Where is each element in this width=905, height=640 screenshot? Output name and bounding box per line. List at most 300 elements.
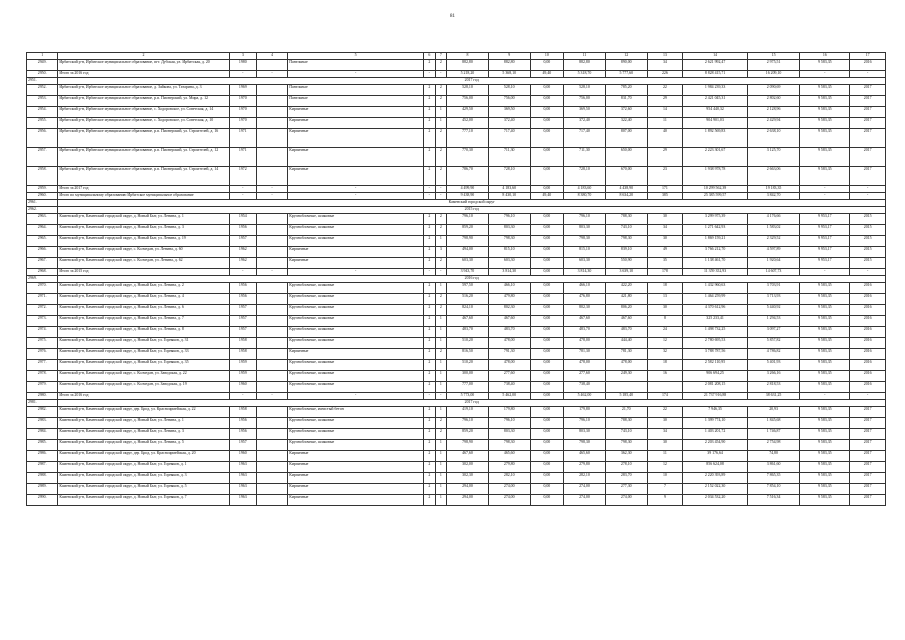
table-cell: 9 583,35 bbox=[800, 338, 850, 349]
table-cell: 30 bbox=[647, 305, 683, 316]
table-cell bbox=[256, 316, 287, 327]
table-cell: 38 631,25 bbox=[747, 393, 799, 400]
table-cell: 302,00 bbox=[447, 462, 489, 473]
table-cell: 9 953,17 bbox=[800, 258, 850, 269]
table-row bbox=[27, 60, 886, 71]
table-cell bbox=[256, 85, 287, 96]
table-cell: 3 861,60 bbox=[747, 462, 799, 473]
table-cell: 2016 bbox=[850, 305, 886, 316]
table-cell: 3 788 787,56 bbox=[683, 349, 748, 360]
table-cell: - bbox=[800, 269, 850, 276]
table-cell: Ирбитский р-н, Ирбитское муниципальное образование, с. Ходоровское, ул. Советская, д. 10 bbox=[58, 118, 229, 129]
table-cell: 1 bbox=[435, 338, 446, 349]
table-cell: 22 bbox=[647, 407, 683, 418]
table-cell: 2 818,53 bbox=[747, 382, 799, 393]
header-cell: 1 bbox=[27, 53, 58, 60]
table-cell: - bbox=[256, 393, 287, 400]
table-cell: 2987. bbox=[27, 462, 58, 473]
table-cell: - bbox=[800, 186, 850, 193]
table-cell: 5 462,00 bbox=[564, 393, 606, 400]
table-cell: 2 975,51 bbox=[747, 60, 799, 71]
table-cell: 1957 bbox=[229, 236, 256, 247]
table-cell: 1963 bbox=[229, 473, 256, 484]
table-cell: 890,00 bbox=[605, 60, 647, 71]
table-cell: 466,10 bbox=[488, 283, 530, 294]
table-cell: 597,50 bbox=[447, 283, 489, 294]
table-cell: 603,30 bbox=[447, 258, 489, 269]
table-cell: 9 583,35 bbox=[800, 96, 850, 107]
section-row bbox=[27, 200, 886, 207]
table-cell: 300,00 bbox=[447, 371, 489, 382]
section-title: Каменский городской округ bbox=[58, 200, 886, 207]
section-title: 2016 год bbox=[58, 276, 886, 283]
table-cell: 467,60 bbox=[564, 316, 606, 327]
table-cell: 49,40 bbox=[530, 193, 563, 200]
table-cell: 2953. bbox=[27, 96, 58, 107]
table-row bbox=[27, 316, 886, 327]
table-cell: - bbox=[229, 186, 256, 193]
section-row bbox=[27, 207, 886, 214]
table-cell: 2 bbox=[435, 129, 446, 148]
table-cell: Кирпичные bbox=[288, 247, 424, 258]
table-cell: 419,10 bbox=[447, 407, 489, 418]
table-row bbox=[27, 371, 886, 382]
table-cell: 1969 bbox=[229, 85, 256, 96]
table-cell: 1 bbox=[435, 107, 446, 118]
table-cell: 3 814,30 bbox=[564, 269, 606, 276]
table-cell bbox=[256, 118, 287, 129]
table-cell: Каменский р-н, Каменский городской округ, д. Новый Быт, ул. Горняков, д. 33 bbox=[58, 349, 229, 360]
table-cell: 2958. bbox=[27, 167, 58, 186]
table-cell: Каменский р-н, Каменский городской округ, д. Новый Быт, ул. Ленина, д. 1 bbox=[58, 418, 229, 429]
table-cell: 798,90 bbox=[447, 236, 489, 247]
table-cell: 2954. bbox=[27, 107, 58, 118]
table-cell: 174 bbox=[647, 393, 683, 400]
table-cell: Каменский р-н, Каменский городской округ, д. Новый Быт, ул. Ленина, д. 3 bbox=[58, 429, 229, 440]
table-row bbox=[27, 129, 886, 148]
table-cell: 49,40 bbox=[530, 71, 563, 78]
table-cell: - bbox=[229, 269, 256, 276]
table-cell: 483,70 bbox=[488, 327, 530, 338]
table-cell: 9 583,35 bbox=[800, 327, 850, 338]
table-cell: 1957 bbox=[229, 327, 256, 338]
table-cell bbox=[256, 495, 287, 506]
table-cell: 2960. bbox=[27, 193, 58, 200]
table-cell bbox=[256, 258, 287, 269]
table-cell: 2017 bbox=[850, 85, 886, 96]
table-row bbox=[27, 85, 886, 96]
table-cell: 1971 bbox=[229, 129, 256, 148]
table-cell bbox=[256, 349, 287, 360]
table-cell: 34 bbox=[647, 429, 683, 440]
table-cell: Кирпичные bbox=[288, 148, 424, 167]
table-cell bbox=[256, 148, 287, 167]
header-cell: 16 bbox=[800, 53, 850, 60]
table-cell: 2973. bbox=[27, 316, 58, 327]
table-cell bbox=[256, 129, 287, 148]
table-cell: 2959. bbox=[27, 186, 58, 193]
table-cell: 372,40 bbox=[564, 118, 606, 129]
table-cell: 2 bbox=[435, 258, 446, 269]
table-cell: 1970 bbox=[229, 118, 256, 129]
table-cell: 796,10 bbox=[488, 418, 530, 429]
table-cell: 2 bbox=[424, 462, 435, 473]
table-cell: 2 bbox=[435, 148, 446, 167]
table-cell: Кирпичные bbox=[288, 473, 424, 484]
table-row bbox=[27, 167, 886, 186]
table-cell: 781,30 bbox=[564, 349, 606, 360]
table-cell: 40 bbox=[647, 129, 683, 148]
table-cell: 0,00 bbox=[530, 462, 563, 473]
table-cell bbox=[256, 462, 287, 473]
table-cell: 8 bbox=[647, 316, 683, 327]
section-row bbox=[27, 78, 886, 85]
table-cell: 1959 bbox=[229, 371, 256, 382]
table-cell: 362,30 bbox=[605, 451, 647, 462]
table-cell: 1 845,68 bbox=[747, 418, 799, 429]
table-cell: 2 663,06 bbox=[747, 167, 799, 186]
table-cell: - bbox=[229, 193, 256, 200]
table-cell: 467,60 bbox=[447, 451, 489, 462]
table-cell: 3 097,27 bbox=[747, 327, 799, 338]
table-cell: 2967. bbox=[27, 258, 58, 269]
table-cell: 859,20 bbox=[447, 429, 489, 440]
table-cell: 8 828 415,71 bbox=[683, 71, 748, 78]
table-cell: 803,30 bbox=[488, 429, 530, 440]
table-cell: - bbox=[256, 269, 287, 276]
table-cell: 2015 bbox=[850, 214, 886, 225]
table-cell: - bbox=[435, 269, 446, 276]
table-cell: 1963 bbox=[229, 495, 256, 506]
table-cell: 1 bbox=[435, 236, 446, 247]
table-cell: Крупноблочные, шлаковые bbox=[288, 418, 424, 429]
table-cell bbox=[256, 236, 287, 247]
table-row bbox=[27, 305, 886, 316]
table-cell: 2971. bbox=[27, 294, 58, 305]
table-cell: 0,00 bbox=[530, 225, 563, 236]
table-cell: Крупноблочные, шлаковые bbox=[288, 236, 424, 247]
table-cell: 528,10 bbox=[564, 85, 606, 96]
table-cell: 1963 bbox=[229, 484, 256, 495]
table-cell: Крупноблочные, шлаковые bbox=[288, 338, 424, 349]
table-cell: 0,00 bbox=[530, 327, 563, 338]
table-cell: 1 498 732,25 bbox=[683, 327, 748, 338]
table-cell: 2015 bbox=[850, 236, 886, 247]
table-cell: 2989. bbox=[27, 484, 58, 495]
table-cell: 1970 bbox=[229, 107, 256, 118]
table-cell: Каменский р-н, Каменский городской округ, д. Новый Быт, ул. Ленина, д. 19 bbox=[58, 236, 229, 247]
table-cell: 831,70 bbox=[605, 96, 647, 107]
table-cell: 2 bbox=[424, 305, 435, 316]
table-cell: 0,00 bbox=[530, 258, 563, 269]
table-cell: 510,20 bbox=[447, 338, 489, 349]
table-cell: 5 773,00 bbox=[447, 393, 489, 400]
table-cell: 954 440,32 bbox=[683, 107, 748, 118]
table-cell: 4 786,82 bbox=[747, 349, 799, 360]
table-cell: 781,30 bbox=[605, 349, 647, 360]
row-number: 2969. bbox=[27, 276, 58, 283]
table-cell: 34 bbox=[647, 225, 683, 236]
table-cell: 0,00 bbox=[530, 283, 563, 294]
table-cell: 9 583,35 bbox=[800, 305, 850, 316]
table-cell: 0,00 bbox=[530, 107, 563, 118]
table-cell: - bbox=[800, 193, 850, 200]
table-cell: 9 583,35 bbox=[800, 473, 850, 484]
table-cell: 2974. bbox=[27, 327, 58, 338]
table-cell: 2 bbox=[424, 236, 435, 247]
table-cell: 16 bbox=[647, 371, 683, 382]
table-cell: 2017 bbox=[850, 129, 886, 148]
table-cell: Крупноблочные, шлаковые bbox=[288, 382, 424, 393]
table-cell: 2 bbox=[424, 371, 435, 382]
table-cell: 7 516,34 bbox=[747, 495, 799, 506]
table-cell: 0,00 bbox=[530, 269, 563, 276]
table-cell: 802,30 bbox=[488, 305, 530, 316]
table-cell: 2 bbox=[435, 60, 446, 71]
table-cell: 7 bbox=[647, 484, 683, 495]
table-cell bbox=[256, 360, 287, 371]
table-cell: 18 bbox=[647, 360, 683, 371]
table-cell: Кирпичные bbox=[288, 167, 424, 186]
table-cell: 0,00 bbox=[530, 338, 563, 349]
table-cell: 2956. bbox=[27, 129, 58, 148]
table-cell: 3 766 212,70 bbox=[683, 247, 748, 258]
table-cell: - bbox=[424, 269, 435, 276]
table-cell: 29 bbox=[647, 148, 683, 167]
table-cell: 34 bbox=[647, 60, 683, 71]
header-cell: 7 bbox=[435, 53, 446, 60]
table-cell: 2 bbox=[435, 294, 446, 305]
table-cell: 5 218,20 bbox=[447, 71, 489, 78]
table-cell: Каменский р-н, Каменский городской округ, д. Новый Быт, ул. Ленина, д. 8 bbox=[58, 327, 229, 338]
table-cell: Каменский р-н, Каменский городской округ, дер. Брод, ул. Красноармейская, д. 22 bbox=[58, 407, 229, 418]
table-cell: Ирбитский р-н, Ирбитское муниципальное образование, с. Ходоровское, ул. Советская, д. 14 bbox=[58, 107, 229, 118]
table-cell: 2 bbox=[424, 258, 435, 269]
row-number: 2951. bbox=[27, 78, 58, 85]
table-cell: 0,00 bbox=[530, 294, 563, 305]
table-cell: 1962 bbox=[229, 258, 256, 269]
table-cell: 2015 bbox=[850, 247, 886, 258]
table-row bbox=[27, 294, 886, 305]
table-cell: 465,60 bbox=[488, 451, 530, 462]
table-cell: 2975. bbox=[27, 338, 58, 349]
table-cell bbox=[256, 484, 287, 495]
table-cell: - bbox=[288, 71, 424, 78]
table-cell: 0,00 bbox=[530, 382, 563, 393]
table-cell: Крупноблочные, шлаковые bbox=[288, 283, 424, 294]
table-cell: 2 bbox=[424, 382, 435, 393]
table-cell: 9 583,35 bbox=[800, 407, 850, 418]
table-cell: 0,00 bbox=[530, 429, 563, 440]
table-cell: 385 bbox=[647, 193, 683, 200]
table-cell: - bbox=[288, 269, 424, 276]
header-cell: 2 bbox=[58, 53, 229, 60]
table-cell: 796,10 bbox=[447, 214, 489, 225]
table-cell: 4 183,60 bbox=[564, 186, 606, 193]
table-cell: 824,10 bbox=[447, 305, 489, 316]
table-cell: 0,00 bbox=[530, 236, 563, 247]
table-cell: 1957 bbox=[229, 305, 256, 316]
table-cell: Кирпичные bbox=[288, 495, 424, 506]
table-cell: 2 bbox=[424, 418, 435, 429]
table-cell: 2 081 208,15 bbox=[683, 382, 748, 393]
table-cell: 2016 bbox=[850, 283, 886, 294]
table-cell: 2950. bbox=[27, 71, 58, 78]
table-cell: 2 bbox=[435, 214, 446, 225]
table-cell: 2957. bbox=[27, 148, 58, 167]
table-cell: - bbox=[850, 193, 886, 200]
table-cell: - bbox=[435, 393, 446, 400]
table-cell: 5 777,60 bbox=[605, 71, 647, 78]
table-cell: 2949. bbox=[27, 60, 58, 71]
table-cell: - bbox=[435, 71, 446, 78]
table-cell: 2 bbox=[424, 96, 435, 107]
table-cell: 9 583,35 bbox=[800, 129, 850, 148]
table-cell bbox=[256, 247, 287, 258]
table-cell: 815,10 bbox=[488, 247, 530, 258]
table-cell: 171 bbox=[647, 186, 683, 193]
table-cell: 650,00 bbox=[605, 148, 647, 167]
table-cell: 2 bbox=[424, 283, 435, 294]
table-cell: - bbox=[850, 393, 886, 400]
table-cell: 282,10 bbox=[564, 473, 606, 484]
table-cell: 279,80 bbox=[564, 462, 606, 473]
table-cell: 2017 bbox=[850, 96, 886, 107]
table-cell: 22 bbox=[647, 85, 683, 96]
housing-register-table bbox=[26, 52, 886, 506]
table-cell: 798,30 bbox=[605, 440, 647, 451]
table-cell: Каменский р-н, Каменский городской округ, д. Новый Быт, ул. Ленина, д. 3 bbox=[58, 225, 229, 236]
table-cell: 1 938 978,78 bbox=[683, 167, 748, 186]
table-cell: Итого за 2017 год bbox=[58, 186, 229, 193]
table-cell: 2017 bbox=[850, 451, 886, 462]
table-cell: Каменский р-н, Каменский городской округ, д. Новый Быт, ул. Ленина, д. 2 bbox=[58, 283, 229, 294]
table-cell: 0,00 bbox=[530, 96, 563, 107]
table-cell: 9 583,35 bbox=[800, 118, 850, 129]
table-cell: 429,50 bbox=[447, 107, 489, 118]
table-cell: 2 bbox=[424, 118, 435, 129]
table-cell: 1 920,64 bbox=[747, 258, 799, 269]
table-cell bbox=[256, 440, 287, 451]
table-cell: Каменский р-н, Каменский городской округ, д. Новый Быт, ул. Горняков, д. 35 bbox=[58, 360, 229, 371]
table-cell: 788,30 bbox=[605, 214, 647, 225]
table-cell: 2968. bbox=[27, 269, 58, 276]
table-cell: 9 583,35 bbox=[800, 429, 850, 440]
table-cell: Панельные bbox=[288, 60, 424, 71]
table-cell: 0,00 bbox=[530, 186, 563, 193]
table-cell: 728,10 bbox=[564, 167, 606, 186]
table-cell: 2016 bbox=[850, 294, 886, 305]
table-cell: 8 380,70 bbox=[564, 193, 606, 200]
table-cell: Итого по муниципальному образованию Ирбитское муниципальное образование bbox=[58, 193, 229, 200]
table-cell: 9 bbox=[647, 495, 683, 506]
table-cell: 9 953,17 bbox=[800, 225, 850, 236]
table-cell: 0,00 bbox=[530, 214, 563, 225]
table-cell: 2017 bbox=[850, 107, 886, 118]
table-cell: 444,40 bbox=[605, 338, 647, 349]
table-cell: 2 bbox=[424, 294, 435, 305]
table-cell: 2 bbox=[435, 85, 446, 96]
table-cell bbox=[256, 60, 287, 71]
table-cell: - bbox=[256, 186, 287, 193]
table-cell: 1 583,02 bbox=[747, 225, 799, 236]
table-cell: 1956 bbox=[229, 283, 256, 294]
table-row bbox=[27, 236, 886, 247]
table-row bbox=[27, 214, 886, 225]
section-row bbox=[27, 276, 886, 283]
table-cell: 798,30 bbox=[564, 236, 606, 247]
table-cell: Панельные bbox=[288, 96, 424, 107]
table-cell: 372,40 bbox=[488, 118, 530, 129]
table-cell: 1 bbox=[435, 382, 446, 393]
table-cell: 9 583,35 bbox=[800, 484, 850, 495]
table-cell: 2017 bbox=[850, 440, 886, 451]
table-cell: 3 703,91 bbox=[747, 283, 799, 294]
subtotal-row bbox=[27, 269, 886, 276]
table-cell: 806,20 bbox=[605, 305, 647, 316]
table-cell: 4 183,60 bbox=[488, 186, 530, 193]
table-cell: 756,00 bbox=[488, 96, 530, 107]
table-cell: 178 bbox=[647, 269, 683, 276]
table-cell: Кирпичные bbox=[288, 462, 424, 473]
table-cell: Каменский р-н, Каменский городской округ, д. Новый Быт, ул. Горняков, д. 7 bbox=[58, 495, 229, 506]
table-cell bbox=[256, 407, 287, 418]
table-cell: 1 294,53 bbox=[747, 316, 799, 327]
table-cell: 483,70 bbox=[564, 327, 606, 338]
table-cell: 452,00 bbox=[447, 118, 489, 129]
table-cell: 8 634,20 bbox=[605, 193, 647, 200]
table-cell: Каменский р-н, Каменский городской округ, д. Новый Быт, ул. Горняков, д. 31 bbox=[58, 338, 229, 349]
table-cell: 465,60 bbox=[564, 451, 606, 462]
table-cell: 791,30 bbox=[488, 349, 530, 360]
table-row bbox=[27, 382, 886, 393]
table-cell: 1 bbox=[435, 283, 446, 294]
table-row bbox=[27, 360, 886, 371]
table-cell: 777,10 bbox=[447, 129, 489, 148]
table-cell: 2979. bbox=[27, 382, 58, 393]
table-cell: 2 bbox=[424, 225, 435, 236]
table-cell: 479,80 bbox=[488, 294, 530, 305]
table-cell: 16 209,10 bbox=[747, 71, 799, 78]
table-cell: 7 854,10 bbox=[747, 484, 799, 495]
table-cell: 2 bbox=[435, 225, 446, 236]
table-cell: 2952. bbox=[27, 85, 58, 96]
table-cell: 711,30 bbox=[488, 148, 530, 167]
table-cell: 756,00 bbox=[564, 96, 606, 107]
table-cell: 483,70 bbox=[447, 327, 489, 338]
table-cell: 2964. bbox=[27, 225, 58, 236]
header-cell: 15 bbox=[747, 53, 799, 60]
table-cell: 302,30 bbox=[447, 473, 489, 484]
table-cell: Каменский р-н, Каменский городской округ, с. Колчедан, ул. Заводская, д. 19 bbox=[58, 382, 229, 393]
table-cell: 2 bbox=[424, 360, 435, 371]
table-cell: 803,30 bbox=[564, 429, 606, 440]
table-cell: 2 421 045,31 bbox=[683, 96, 748, 107]
table-cell: 467,60 bbox=[447, 316, 489, 327]
table-cell: 2 bbox=[424, 440, 435, 451]
row-number: 2981. bbox=[27, 400, 58, 407]
table-row bbox=[27, 225, 886, 236]
table-cell: 274,00 bbox=[488, 495, 530, 506]
table-cell bbox=[256, 96, 287, 107]
table-cell: Кирпичные bbox=[288, 484, 424, 495]
table-cell: 2 638,10 bbox=[747, 129, 799, 148]
table-cell: 738,40 bbox=[564, 382, 606, 393]
table-cell: 728,10 bbox=[488, 167, 530, 186]
section-title: 2015 год bbox=[58, 207, 886, 214]
table-cell: 1980 bbox=[229, 60, 256, 71]
table-cell: 1 bbox=[435, 484, 446, 495]
